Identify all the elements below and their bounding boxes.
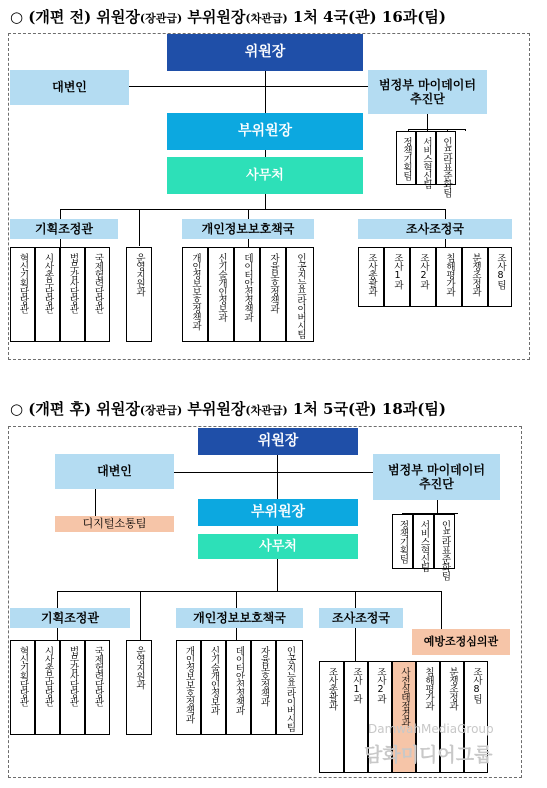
- before-policy-unit: [286, 247, 314, 342]
- unit-label: 신기술개인정보과: [215, 253, 227, 321]
- unit-label: 인프라표준화팀: [439, 520, 451, 580]
- before-planning-unit: [85, 247, 110, 342]
- unit-label: 운영지원과: [133, 253, 145, 296]
- after-title-rank2: (차관급): [245, 404, 288, 417]
- before-policy-unit: [260, 247, 286, 342]
- before-chair-label: 위원장: [244, 44, 286, 61]
- unit-label: 조사총괄과: [365, 253, 377, 296]
- before-investigation-unit: [358, 247, 384, 307]
- bureau-label: 조사조정국: [332, 610, 390, 625]
- watermark-latin: DamwahMediaGroup: [368, 722, 494, 736]
- unit-label: 조사8팀: [494, 253, 506, 289]
- unit-label: 인공지능프라이버시팀: [294, 253, 306, 338]
- before-policy-unit: [208, 247, 234, 342]
- unit-label: 혁신기획담당관: [17, 646, 29, 706]
- after-chair-box: [198, 428, 358, 455]
- bureau-label: 개인정보보호책국: [201, 221, 295, 236]
- after-taskforce-box: [373, 454, 500, 500]
- unit-label: 데이터안전정책과: [233, 646, 245, 714]
- before-title-pre: ○ (개편 전) 위원장: [10, 8, 140, 26]
- before-title-post: 1처 4국(관) 16과(팀): [287, 8, 446, 26]
- after-bureau-planning: [10, 608, 130, 628]
- before-vice-chair-box: [167, 113, 363, 150]
- after-title-rank1: (장관급): [139, 404, 183, 417]
- unit-label: 자율보호정책과: [267, 253, 279, 313]
- before-bureau-policy: [182, 219, 314, 239]
- unit-label: 시사총무담당관: [42, 646, 54, 706]
- after-planning-unit: [85, 640, 110, 735]
- unit-label: 서비스혁신팀: [418, 520, 430, 571]
- unit-label: 침해평가과: [443, 253, 455, 296]
- before-secretariat-box: [167, 157, 363, 194]
- unit-label: 국제협력담당관: [92, 646, 104, 706]
- after-operations-unit: [126, 640, 152, 735]
- before-bureau-investigation: [358, 219, 512, 239]
- before-planning-unit: [35, 247, 60, 342]
- before-policy-unit: [234, 247, 260, 342]
- unit-label: 정책기획팀: [400, 137, 412, 180]
- after-spokesperson-label: 대변인: [97, 464, 132, 479]
- bureau-label: 기획조정관: [41, 610, 99, 625]
- unit-label: 자율보호정책과: [258, 646, 270, 706]
- bureau-label: 개인정보보호책국: [193, 610, 286, 625]
- unit-label: 개인정보보호정책과: [183, 646, 195, 723]
- unit-label: 조사2과: [374, 667, 386, 703]
- unit-label: 조사8팀: [470, 667, 482, 703]
- after-secretariat-box: [198, 534, 358, 559]
- bureau-label: 예방조정심의관: [423, 635, 499, 649]
- after-title-post: 1처 5국(관) 18과(팀): [287, 400, 446, 418]
- before-policy-unit: [182, 247, 208, 342]
- before-bureau-planning: [10, 219, 118, 239]
- before-taskforce-unit: [436, 131, 456, 197]
- before-spokesperson-label: 대변인: [52, 80, 87, 95]
- before-investigation-unit: [488, 247, 512, 307]
- unit-label: 인공지능프라이버시팀: [284, 646, 296, 731]
- after-secretariat-label: 사무처: [259, 538, 297, 554]
- after-planning-unit: [35, 640, 60, 735]
- unit-label: 서비스혁신팀: [420, 137, 432, 188]
- after-policy-unit: [276, 640, 303, 735]
- unit-label: 시사총무담당관: [42, 253, 54, 313]
- bureau-label: 조사조정국: [406, 221, 464, 236]
- unit-label: 조사2과: [417, 253, 429, 289]
- unit-label: 국제협력담당관: [92, 253, 104, 313]
- after-policy-unit: [226, 640, 251, 735]
- before-taskforce-label: 범정부 마이데이터 추진단: [379, 77, 476, 106]
- after-taskforce-unit: [434, 514, 455, 580]
- before-title: [10, 6, 446, 27]
- unit-label: 조사1과: [391, 253, 403, 289]
- bureau-label: 기획조정관: [35, 221, 93, 236]
- unit-label: 개인정보보호정책과: [189, 253, 201, 330]
- unit-label: 정책기획팀: [397, 520, 409, 563]
- unit-label: 분쟁조정과: [446, 667, 458, 710]
- unit-label: 혁신기획담당관: [17, 253, 29, 313]
- before-planning-unit: [60, 247, 85, 342]
- unit-label: 운영지원과: [133, 646, 145, 689]
- after-taskforce-unit: [392, 514, 413, 569]
- before-chair-box: [167, 34, 363, 71]
- after-policy-unit: [251, 640, 276, 735]
- after-chair-label: 위원장: [257, 433, 299, 450]
- before-spokesperson-box: [10, 70, 129, 105]
- after-vice-chair-box: [198, 499, 358, 526]
- after-investigation-unit: [319, 661, 344, 773]
- after-digital-team-label: 디지털소통팀: [82, 517, 147, 531]
- unit-label: 인프라표준화팀: [440, 137, 452, 197]
- before-investigation-unit: [436, 247, 462, 307]
- unit-label: 데이터안전정책과: [241, 253, 253, 321]
- after-bureau-investigation: [319, 608, 403, 628]
- before-title-rank1: (장관급): [139, 12, 183, 25]
- unit-label: 침해평가과: [422, 667, 434, 710]
- after-planning-unit: [60, 640, 85, 735]
- unit-label: 조사총괄과: [326, 667, 338, 710]
- after-planning-unit: [10, 640, 35, 735]
- after-spokesperson-box: [55, 454, 174, 489]
- before-planning-unit: [10, 247, 35, 342]
- unit-label: 법무감사담당관: [67, 253, 79, 313]
- before-investigation-unit: [462, 247, 488, 307]
- unit-label: 법무감사담당관: [67, 646, 79, 706]
- after-title-pre: ○ (개편 후) 위원장: [10, 400, 140, 418]
- before-investigation-unit: [384, 247, 410, 307]
- watermark-korean: 담화미디어그룹: [364, 744, 493, 766]
- after-title-mid: 부위원장: [182, 400, 246, 418]
- unit-label: 조사1과: [350, 667, 362, 703]
- after-taskforce-unit: [413, 514, 434, 569]
- before-vice-chair-label: 부위원장: [237, 123, 293, 140]
- after-bureau-policy: [176, 608, 303, 628]
- unit-label: 신기술개인정보과: [208, 646, 220, 714]
- before-investigation-unit: [410, 247, 436, 307]
- after-policy-unit: [176, 640, 201, 735]
- before-taskforce-box: [368, 70, 487, 114]
- before-title-mid: 부위원장: [182, 8, 246, 26]
- before-secretariat-label: 사무처: [246, 167, 284, 183]
- after-taskforce-label: 범정부 마이데이터 추진단: [388, 462, 485, 491]
- before-taskforce-unit: [396, 131, 416, 185]
- after-vice-chair-label: 부위원장: [250, 504, 306, 521]
- unit-label: 분쟁조정과: [469, 253, 481, 296]
- before-taskforce-unit: [416, 131, 436, 188]
- after-prevention-bureau: [412, 629, 510, 655]
- after-digital-team-box: [55, 516, 174, 532]
- before-operations-unit: [126, 247, 152, 342]
- after-policy-unit: [201, 640, 226, 735]
- after-title: [10, 398, 446, 419]
- before-title-rank2: (차관급): [245, 12, 288, 25]
- unit-label: 사전실태점검과: [398, 667, 410, 727]
